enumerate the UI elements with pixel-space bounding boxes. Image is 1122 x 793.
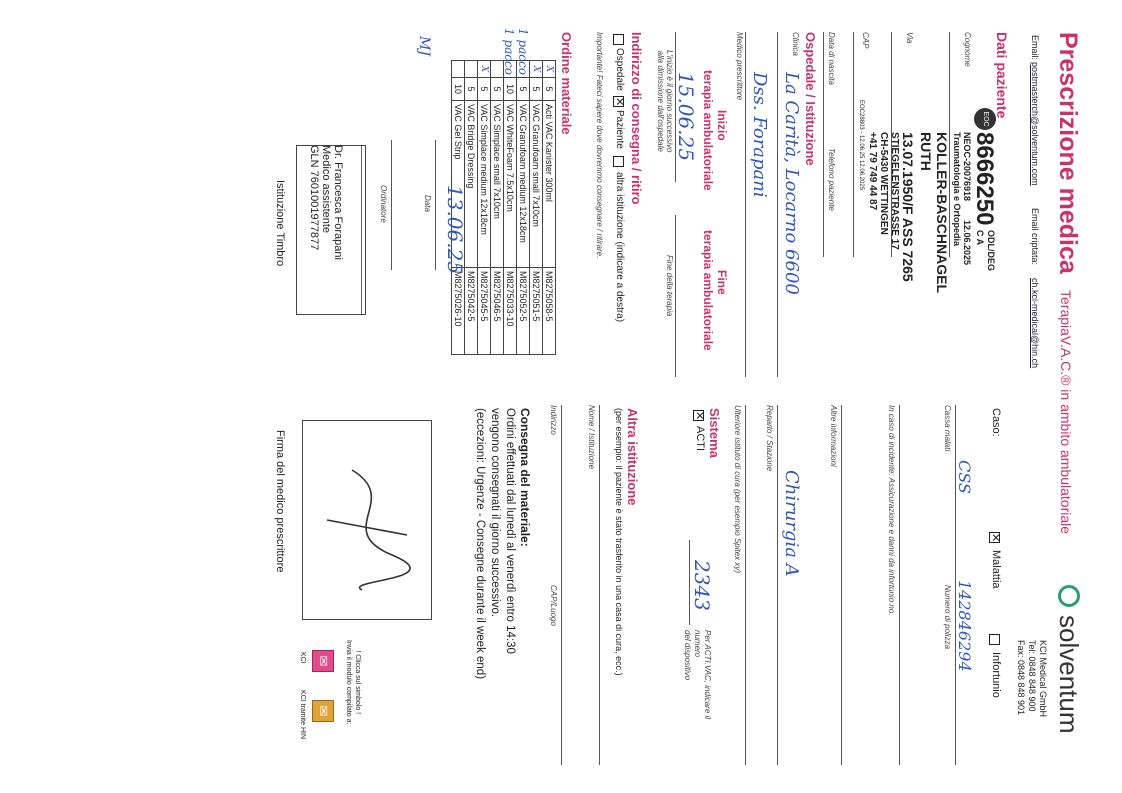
acti-label: ACTI: [694, 426, 706, 452]
other-title: Altra istituzione: [625, 408, 640, 506]
email-crypt-label: Email criptata:: [1030, 208, 1040, 266]
start-note-1: L'inizio è il giorno successivo: [665, 50, 674, 153]
sticker-footer: EOC28803 - 12.06.25 12.06.2025: [858, 100, 864, 191]
patient-city: CH-5430 WETTINGEN: [878, 132, 889, 235]
ospedale-label: Ospedale: [614, 48, 625, 91]
row-mark[interactable]: X: [543, 61, 556, 78]
material-title: Consegna del materiale:: [518, 408, 532, 547]
device-value: 2343: [690, 560, 714, 611]
email-link[interactable]: postmasterch@solventum.com: [1030, 62, 1040, 186]
device-note-1: Per ACTI.VAC, indicare il: [703, 630, 712, 720]
malattia-label: Malattia: [990, 550, 1002, 589]
start-value: 15.06.25: [674, 72, 698, 162]
stamp-role: Medico assistente: [320, 145, 332, 234]
label-cap: CAP: [861, 32, 870, 49]
start-title: Inizio: [715, 110, 729, 141]
hospital-section-title: Ospedale / Istituzione: [803, 32, 818, 166]
paziente-checkbox[interactable]: [613, 96, 624, 107]
birth-line: [823, 32, 824, 257]
start-line: [675, 32, 676, 182]
row-mark[interactable]: [491, 61, 504, 78]
start-note: [656, 50, 674, 152]
label-birth: Data di nascita: [827, 32, 836, 85]
start-note-2: alla dimissione dall'ospedale: [656, 50, 665, 152]
other-institution-label: altra istituzione (indicare a destra): [614, 172, 625, 323]
row-desc: VAC Simplace small 7x10cm: [491, 101, 504, 268]
label-cap-luogo: CAP/Luogo: [549, 585, 558, 626]
row-code: M8275033-10: [504, 268, 517, 355]
patient-firstname: RUTH: [918, 132, 934, 171]
row-qty: 5: [465, 78, 478, 101]
malattia-checkbox[interactable]: [989, 532, 1000, 543]
kci-note-1: ! Clicca sul simbolo !: [354, 650, 361, 715]
sticker-id: 8666250: [971, 132, 998, 226]
kci-left-label: KCI: [299, 652, 306, 664]
ordinatore-line: [391, 140, 392, 270]
eoc-badge: EOC: [974, 108, 996, 130]
label-altre: Altre informazioni: [829, 405, 838, 467]
kci-right-label: KCI tramite HIN: [299, 690, 306, 740]
label-clinic: Clinica: [791, 32, 800, 57]
incidente-line: [899, 405, 900, 765]
handwritten-pacco-1: 1 pacco: [516, 28, 530, 75]
row-qty: 5: [517, 78, 530, 101]
company-block: [1015, 640, 1048, 717]
device-note-2: numero: [693, 630, 702, 658]
row-mark[interactable]: X: [478, 61, 491, 78]
end-line: [675, 215, 676, 377]
sticker-ref: NEOC-20076918: [962, 132, 972, 202]
row-desc: VAC Simplace medium 12x18cm: [478, 101, 491, 268]
brand-name: solventum: [1054, 615, 1084, 734]
paziente-label: Paziente: [614, 110, 625, 149]
label-polizza: Numero di polizza: [943, 585, 952, 650]
row-mark[interactable]: [517, 61, 530, 78]
label-timbro: Istituzione Timbro: [274, 180, 286, 267]
company-fax: Fax: 0848 848 901: [1016, 640, 1026, 716]
row-code: M8275042-5: [465, 268, 478, 355]
infortunio-label: Infortunio: [990, 652, 1002, 698]
system-title: Sistema: [707, 408, 722, 458]
nome-line: [599, 405, 600, 765]
row-qty: 10: [452, 78, 465, 101]
sticker-code: ODL/DEG: [986, 230, 996, 272]
form-title: Prescrizione medica: [1054, 32, 1082, 274]
table-row: [543, 61, 556, 355]
device-note: [682, 630, 712, 719]
label-reparto: Reparto / Stazione: [765, 405, 774, 472]
surname-line: [949, 32, 950, 257]
row-qty: 5: [491, 78, 504, 101]
sticker-date: 12.06.2025: [962, 220, 972, 266]
clinic-value: La Carità, Locarno 6600: [781, 72, 802, 295]
row-qty: 5: [543, 78, 556, 101]
indirizzo-line: [561, 405, 562, 765]
label-nome: Nome / Istituzione: [587, 405, 596, 470]
form-subtitle: TerapiaV.A.C.® in ambito ambulatoriale: [1058, 290, 1074, 535]
row-desc: VAC WhiteFoam 7.5x10cm: [504, 101, 517, 268]
altre-line: [841, 405, 842, 765]
row-code: M8275046-5: [491, 268, 504, 355]
company-tel: Tel: 0848 848 900: [1027, 640, 1037, 712]
order-table-body: [452, 61, 556, 355]
company-name: KCI Medical GmbH: [1038, 640, 1048, 718]
row-code: M8275051-5: [530, 268, 543, 355]
stamp-name: Dr. Francesca Forapani: [332, 145, 344, 260]
label-indirizzo: Indirizzo: [549, 405, 558, 435]
row-desc: Acti VAC Kanister 300ml: [543, 101, 556, 268]
delivery-note: Importante! Fateci sapere dove dovremmo consegnare / ritirare.: [595, 32, 604, 259]
date-value: 13.06.25: [443, 185, 467, 275]
table-row: [478, 61, 491, 355]
acti-checkbox[interactable]: [693, 410, 704, 421]
table-row: [530, 61, 543, 355]
label-surname: Cognome: [963, 32, 972, 67]
patient-birth: 13.07.1950/F ASS 7265: [900, 132, 916, 282]
label-incidente: In caso di incidente: Assicurazione e danni da infortunio no.: [887, 405, 896, 616]
date-line: [435, 140, 436, 270]
row-code: M8275052-5: [517, 268, 530, 355]
label-ordinatore: Ordinatore: [379, 185, 388, 223]
material-line-2: vengono consegnati il giorno successivo.: [489, 408, 501, 618]
kci-hin-mail-icon[interactable]: ✉: [312, 700, 334, 722]
medico-value: Dss. Forapani: [749, 72, 770, 198]
stamp-gln: GLN 7601001977877: [308, 145, 320, 251]
row-mark[interactable]: [504, 61, 517, 78]
row-desc: VAC Granufoam small 7x10cm: [530, 101, 543, 268]
sticker-ca: C A: [975, 230, 985, 246]
row-mark[interactable]: [452, 61, 465, 78]
street-line: [891, 32, 892, 257]
label-ulteriore: Ulteriore istituto di cura (per esempio Spitex xy): [733, 405, 742, 574]
end-subtitle: terapia ambulatoriale: [701, 230, 715, 351]
cassa-value: CSS: [955, 460, 974, 494]
handwritten-signature-mark: MJ: [416, 36, 432, 56]
polizza-value: 142846294: [955, 580, 974, 672]
label-firma: Firma del medico prescrittore: [274, 430, 286, 573]
other-institution-checkbox[interactable]: [613, 156, 624, 167]
row-mark[interactable]: [465, 61, 478, 78]
signature-box: [302, 420, 432, 620]
patient-phone: +41 79 749 44 87: [867, 132, 878, 211]
delivery-section-title: Indirizzo di consegna / ritiro: [629, 32, 644, 205]
caso-label: Caso:: [990, 408, 1002, 437]
label-data: Data: [423, 195, 432, 212]
patient-name: KOLLER-BASCHNAGEL: [934, 132, 950, 293]
email-label: Email:: [1030, 35, 1040, 61]
label-cassa: Cassa malati: [943, 405, 952, 452]
row-desc: VAC Bridge Dressing: [465, 101, 478, 268]
row-desc: VAC Gel Strip: [452, 101, 465, 268]
patient-section-title: Dati paziente: [994, 32, 1010, 119]
device-note-3: del dispositivo: [683, 630, 692, 681]
medico-line: [745, 32, 746, 377]
row-code: M8275045-5: [478, 268, 491, 355]
ospedale-checkbox[interactable]: [613, 34, 624, 45]
handwritten-pacco-2: 1 pacco: [502, 28, 516, 75]
material-line-1: Ordini effettuati dal lunedì al venerdì entro 14:30: [504, 408, 516, 654]
row-code: M8275058-5: [543, 268, 556, 355]
cap-line: [853, 32, 854, 257]
table-row: [517, 61, 530, 355]
end-label: Fine della terapia: [665, 255, 674, 317]
start-subtitle: terapia ambulatoriale: [701, 70, 715, 191]
row-mark[interactable]: X: [530, 61, 543, 78]
ulteriore-line: [745, 405, 746, 765]
table-row: [504, 61, 517, 355]
other-subtitle: (per esempio: il paziente è stato trasferito in una casa di cura, ecc.): [614, 408, 624, 676]
row-qty: 5: [530, 78, 543, 101]
label-street: Via: [905, 32, 914, 44]
infortunio-checkbox[interactable]: [989, 634, 1000, 645]
stamp-box: [296, 145, 366, 315]
row-desc: VAC Granufoam medium 12x18cm: [517, 101, 530, 268]
order-section-title: Ordine materiale: [559, 32, 574, 135]
row-qty: 10: [504, 78, 517, 101]
kci-note-2: Invia il modulo compilato a:: [345, 640, 352, 725]
label-medico: Medico prescrittore: [735, 32, 744, 101]
material-text: [472, 408, 517, 679]
email-crypt-link[interactable]: ch.kci-medical@hin.ch: [1030, 278, 1040, 369]
material-line-3: (eccezioni: Urgenze - Consegne durante il week end): [474, 408, 486, 680]
row-code: M8275026-10: [452, 268, 465, 355]
kci-note: [344, 640, 362, 724]
reparto-line: [777, 405, 778, 765]
table-row: [491, 61, 504, 355]
kci-mail-icon[interactable]: ✉: [312, 650, 334, 672]
patient-street: STIEGELENSTRASSE 17: [889, 132, 900, 250]
reparto-value: Chirurgia A: [781, 470, 802, 577]
sticker-dept: Traumatologia e Ortopedia: [952, 132, 962, 247]
device-line: [689, 540, 690, 625]
cassa-line: [955, 405, 956, 765]
end-title: Fine: [715, 270, 729, 295]
row-qty: 5: [478, 78, 491, 101]
label-phone: Telefono paziente: [827, 148, 836, 211]
solventum-logo-icon: [1058, 585, 1080, 607]
clinic-line: [777, 32, 778, 377]
